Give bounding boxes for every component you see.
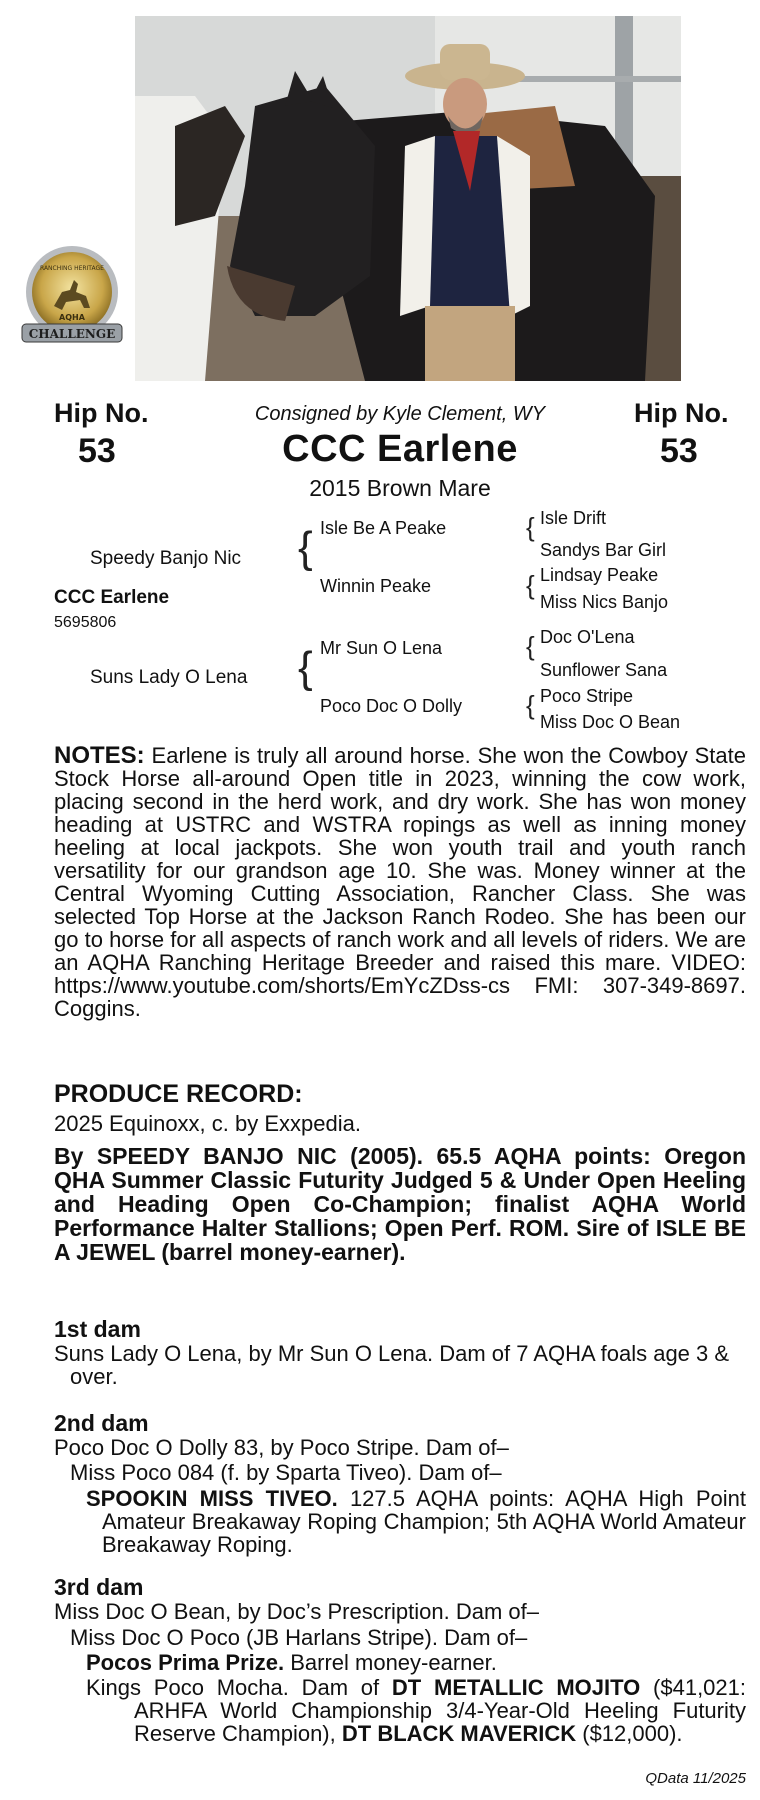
first-dam-line: Suns Lady O Lena, by Mr Sun O Lena. Dam of 7 AQHA foals age 3 & over. — [54, 1341, 730, 1389]
hip-number-right: 53 — [660, 432, 698, 470]
pedigree-brace-ds: { — [526, 631, 535, 661]
third-dam-line3-rest: Barrel money-earner. — [284, 1650, 497, 1675]
third-dam-line3 — [86, 1651, 746, 1674]
produce-record-line: 2025 Equinoxx, c. by Exxpedia. — [54, 1111, 361, 1136]
notes-label: NOTES: — [54, 742, 145, 769]
hip-label-right: Hip No. — [634, 398, 729, 428]
horse-name-title: CCC Earlene — [282, 428, 518, 470]
third-dam-line3-bold: Pocos Prima Prize. — [86, 1650, 285, 1675]
horse-and-rider-image — [135, 16, 681, 381]
pedigree-brace-sd: { — [526, 570, 535, 600]
third-dam-heading: 3rd dam — [54, 1574, 144, 1600]
third-dam-line4-a: Kings Poco Mocha. Dam of — [86, 1675, 392, 1700]
second-dam-line3 — [86, 1487, 746, 1556]
pedigree-sd-dam: Miss Nics Banjo — [540, 592, 669, 612]
pedigree-sire-dam: Winnin Peake — [320, 576, 432, 596]
pedigree-dd-sire: Poco Stripe — [540, 686, 634, 706]
horse-photo — [135, 16, 681, 381]
pedigree-ss-sire: Isle Drift — [540, 508, 607, 528]
notes-text: Earlene is truly all around horse. She won the Cowboy State Stock Horse all-around Open title in 2023, winning the cow work, placing second in the herd work, and dry work. She has won money heading at USTRC and WSTRA ropings as well as inning money heeling at local jackpots. She won youth trail and youth ranch versatility for our grandson age 10. She was. Money winner at the Central Wyoming Cutting Association, Rancher Class. She was selected Top Horse at the Jackson Ranch Rodeo. She has been our go to horse for all aspects of ranch work and all levels of riders. We are an AQHA Ranching Heritage Breeder and raised this mare. VIDEO: https://www.youtube.com/shorts/EmYcZDss-cs FMI: 307-349-8697. Coggins. — [54, 743, 746, 1021]
second-dam-line1: Poco Doc O Dolly 83, by Poco Stripe. Dam of– — [54, 1435, 509, 1460]
hip-label-left: Hip No. — [54, 398, 149, 428]
pedigree-sire-sire: Isle Be A Peake — [320, 518, 447, 538]
pedigree-brace-ss: { — [526, 512, 535, 542]
second-dam-heading: 2nd dam — [54, 1410, 149, 1436]
pedigree-ss-dam: Sandys Bar Girl — [540, 540, 667, 560]
qdata-footer: QData 11/2025 — [645, 1770, 746, 1787]
horse-description: 2015 Brown Mare — [309, 475, 491, 501]
pedigree-brace-dam: { — [298, 643, 313, 692]
sire-summary: By SPEEDY BANJO NIC (2005). 65.5 AQHA points: Oregon QHA Summer Classic Futurity Judged 5 & Under Open Heeling and Heading Open Co-Champion; finalist AQHA World Performance Halter Stallions; Open Perf. ROM. Sire of ISLE BE A JEWEL (barrel money-earner). — [54, 1143, 746, 1265]
second-dam-line3-bold: SPOOKIN MISS TIVEO. — [86, 1486, 338, 1511]
ranching-heritage-challenge-badge — [14, 240, 130, 356]
pedigree-dam-sire: Mr Sun O Lena — [320, 638, 443, 658]
badge-bottom-text: CHALLENGE — [28, 327, 116, 341]
badge-mid-text: AQHA — [59, 313, 85, 322]
second-dam-line2: Miss Poco 084 (f. by Sparta Tiveo). Dam of– — [70, 1460, 502, 1485]
pedigree-brace-dd: { — [526, 690, 535, 720]
third-dam-line4-e: ($12,000). — [576, 1721, 683, 1746]
badge-emblem-icon — [14, 240, 130, 356]
third-dam-line4-d: DT BLACK MAVERICK — [341, 1721, 577, 1746]
third-dam-line2: Miss Doc O Poco (JB Harlans Stripe). Dam of– — [70, 1625, 528, 1650]
pedigree-reg-number: 5695806 — [54, 614, 117, 631]
pedigree-brace-sire: { — [298, 523, 313, 572]
pedigree-ds-dam: Sunflower Sana — [540, 660, 668, 680]
pedigree-ds-sire: Doc O'Lena — [540, 627, 635, 647]
pedigree-sd-sire: Lindsay Peake — [540, 565, 659, 585]
third-dam-line4-b: DT METALLIC MOJITO — [391, 1675, 641, 1700]
consignor-line: Consigned by Kyle Clement, WY — [254, 403, 546, 425]
pedigree-subject: CCC Earlene — [54, 587, 170, 608]
first-dam-heading: 1st dam — [54, 1316, 141, 1342]
third-dam-line1: Miss Doc O Bean, by Doc’s Prescription. Dam of– — [54, 1599, 539, 1624]
third-dam-line4-c: ($41,021: ARHFA World Championship 3/4-Year-Old Heeling Futurity Reserve Champion), — [134, 1675, 747, 1746]
produce-record-heading: PRODUCE RECORD: — [54, 1080, 303, 1108]
pedigree-dam: Suns Lady O Lena — [90, 667, 248, 688]
pedigree-dam-dam: Poco Doc O Dolly — [320, 696, 463, 716]
second-dam-line3-rest: 127.5 AQHA points: AQHA High Point Amateur Breakaway Roping Champion; 5th AQHA World Amateur Breakaway Roping. — [102, 1486, 746, 1557]
pedigree-dd-dam: Miss Doc O Bean — [540, 712, 681, 732]
notes-section — [54, 744, 746, 1020]
pedigree-sire: Speedy Banjo Nic — [90, 548, 242, 569]
badge-top-text: RANCHING HERITAGE — [40, 265, 104, 272]
hip-number-left: 53 — [78, 432, 116, 470]
third-dam-line4 — [86, 1676, 746, 1745]
